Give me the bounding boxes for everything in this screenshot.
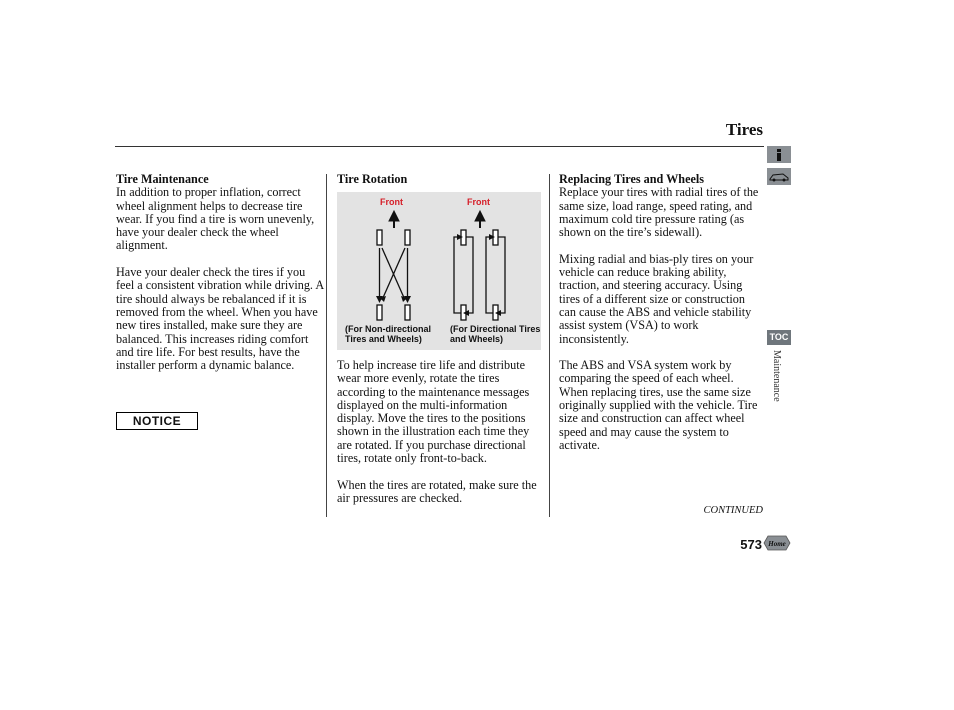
column-tire-rotation — [337, 173, 542, 186]
paragraph: Replace your tires with radial tires of the same size, load range, speed rating, and maximum cold tire pressure rating (as shown on the tire’s sidewall). — [559, 185, 759, 240]
front-label-left: Front — [380, 197, 403, 207]
header-rule — [115, 146, 764, 147]
column-divider — [549, 174, 550, 517]
info-icon[interactable] — [767, 146, 791, 163]
car-icon[interactable] — [767, 168, 791, 185]
column-tire-maintenance — [116, 173, 326, 386]
section-label: Maintenance — [771, 350, 782, 402]
heading-replacing-tires: Replacing Tires and Wheels — [559, 172, 705, 186]
home-label: Home — [768, 540, 786, 548]
caption-directional: (For Directional Tires and Wheels) — [450, 324, 541, 344]
page-title: Tires — [725, 120, 763, 139]
tire-rotation-diagram — [337, 192, 541, 350]
caption-non-directional: (For Non-directional Tires and Wheels) — [345, 324, 431, 344]
toc-button[interactable]: TOC — [767, 330, 791, 345]
page-number: 573 — [740, 537, 762, 552]
paragraph: Mixing radial and bias-ply tires on your vehicle can reduce braking ability, traction, and steering accuracy. Using tires of a different size or construction can cause the ABS and vehicle stability assist system (VSA) to work inconsistently. — [559, 251, 754, 346]
paragraph: In addition to proper inflation, correct wheel alignment helps to decrease tire wear. If you find a tire is worn unevenly, have your dealer check the wheel alignment. — [116, 185, 315, 253]
heading-tire-maintenance: Tire Maintenance — [116, 172, 209, 186]
column-replacing-tires — [559, 173, 764, 466]
heading-tire-rotation: Tire Rotation — [337, 172, 408, 186]
home-icon[interactable] — [763, 535, 791, 551]
continued-label: CONTINUED — [703, 505, 763, 516]
column-tire-rotation-text — [337, 359, 542, 519]
notice-label: NOTICE — [116, 412, 198, 430]
front-label-right: Front — [467, 197, 490, 207]
paragraph: To help increase tire life and distribute wear more evenly, rotate the tires according to the maintenance messages displayed on the multi-information display. Move the tires to the positions shown in the illustration each time they are rotated. If you purchase directional tires, rotate only front-to-back. — [337, 358, 530, 466]
paragraph: When the tires are rotated, make sure the air pressures are checked. — [337, 477, 537, 505]
column-divider — [326, 174, 327, 517]
paragraph: Have your dealer check the tires if you feel a consistent vibration while driving. A tire should always be rebalanced if it is removed from the wheel. When you have new tires installed, make sure they are balanced. This increases riding comfort and tire life. For best results, have the installer perform a dynamic balance. — [116, 265, 324, 373]
paragraph: The ABS and VSA system work by comparing the speed of each wheel. When replacing tires, use the same size originally supplied with the vehicle. Tire size and construction can affect wheel speed and may cause the system to activate. — [559, 358, 758, 452]
